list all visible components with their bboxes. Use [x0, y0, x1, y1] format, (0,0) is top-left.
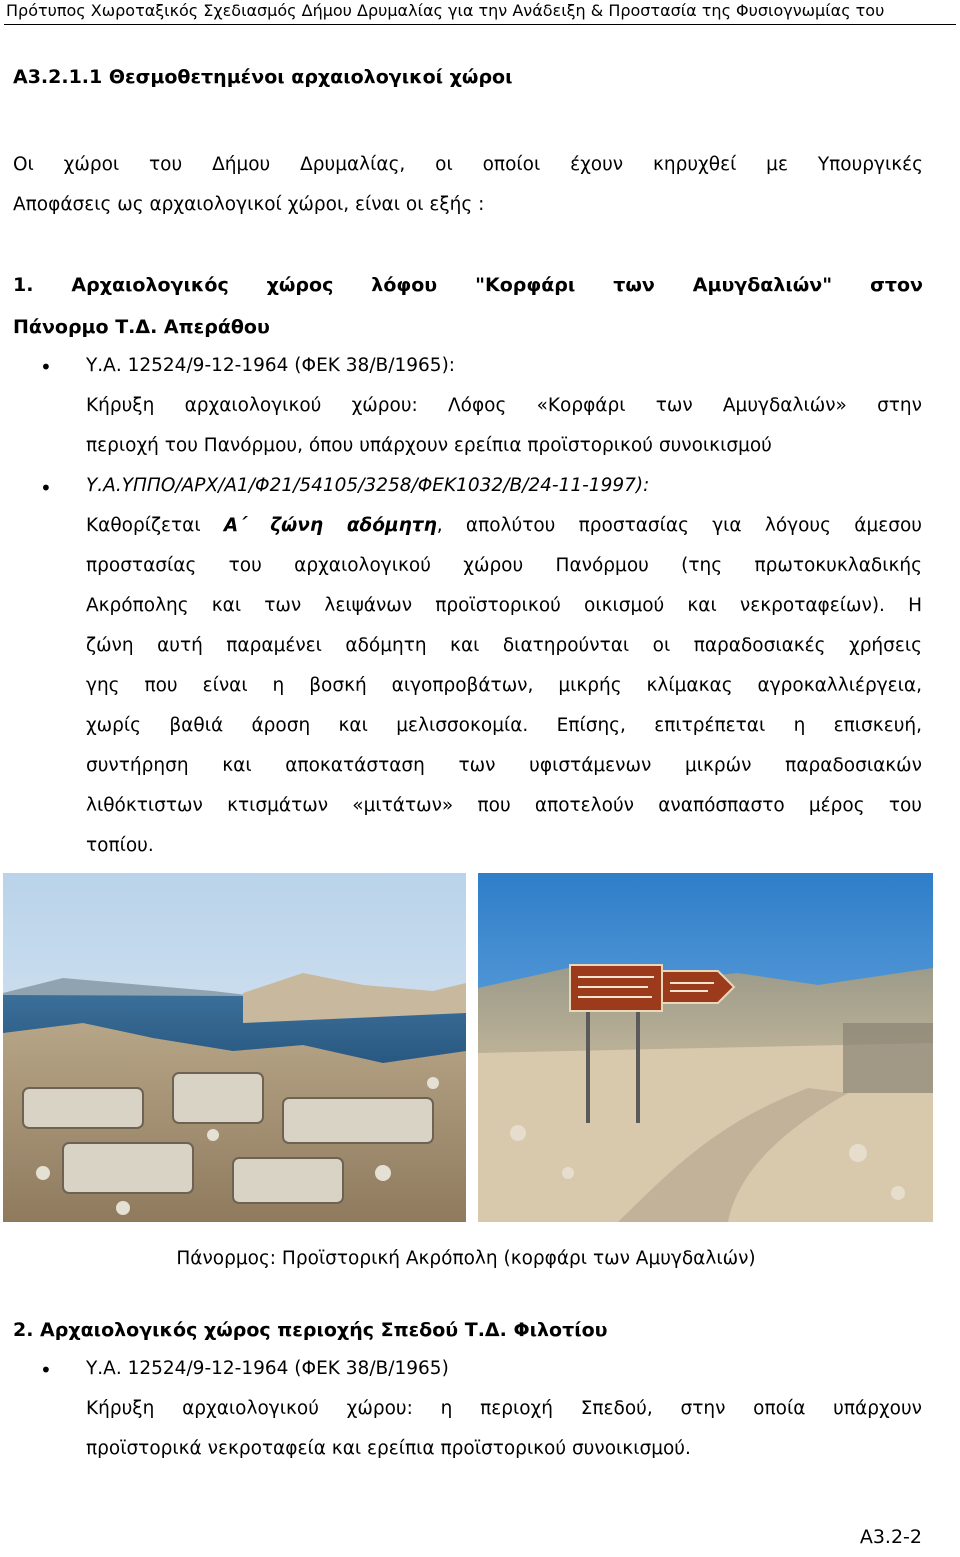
bullet-text-line: τοπίου. — [86, 835, 154, 856]
bullet-text-line: ζώνη αυτή παραμένει αδόμητη και διατηρούνται οι παραδοσιακές χρήσεις — [86, 635, 922, 656]
document-title: Πρότυπος Χωροταξικός Σχεδιασμός Δήμου Δρυμαλίας για την Ανάδειξη & Προστασία της Φυσιογνωμίας του — [6, 1, 885, 20]
decision-reference: Υ.Α. 12524/9-12-1964 (ΦΕΚ 38/Β/1965): — [86, 355, 456, 376]
bullet-dot: • — [40, 355, 52, 379]
bullet-dot: • — [40, 1358, 52, 1382]
bullet-text-line: προστασίας του αρχαιολογικού χώρου Πανόρμου (της πρωτοκυκλαδικής — [86, 555, 922, 576]
item1-bullet1 — [86, 346, 922, 466]
ruins-landscape-image — [3, 873, 466, 1222]
item2-heading: 2. Αρχαιολογικός χώρος περιοχής Σπεδού Τ.Δ. Φιλοτίου — [13, 1319, 608, 1341]
bullet-text-line: χωρίς βαθιά άροση και μελισσοκομία. Επίσης, επιτρέπεται η επισκευή, — [86, 715, 922, 736]
item1-title-line: 1. Αρχαιολογικός χώρος λόφου "Κορφάρι των Αμυγδαλιών" στον — [13, 274, 923, 296]
bullet-text-line: περιοχή του Πανόρμου, όπου υπάρχουν ερείπια προϊστορικού συνοικισμού — [86, 435, 772, 456]
bullet-text-line: γης που είναι η βοσκή αιγοπροβάτων, μικρής κλίμακας αγροκαλλιέργεια, — [86, 675, 922, 696]
section-heading: Α3.2.1.1 Θεσμοθετημένοι αρχαιολογικοί χώροι — [13, 66, 513, 88]
running-header — [0, 0, 960, 30]
bullet-text-line: Κήρυξη αρχαιολογικού χώρου: Λόφος «Κορφάρι των Αμυγδαλιών» στην — [86, 395, 922, 416]
bullet-text-line: Ακρόπολης και των λειψάνων προϊστορικού οικισμού και νεκροταφείων). Η — [86, 595, 922, 616]
header-divider — [4, 24, 956, 25]
bullet-dot: • — [40, 476, 52, 500]
decision-reference: Υ.Α. 12524/9-12-1964 (ΦΕΚ 38/Β/1965) — [86, 1358, 449, 1379]
text-run: , απολύτου προστασίας για λόγους άμεσου — [436, 515, 922, 536]
item1-bullet2 — [86, 466, 922, 866]
bullet-text-line — [86, 506, 922, 546]
bullet-text-line: συντήρηση και αποκατάσταση των υφιστάμενων μικρών παραδοσιακών — [86, 755, 922, 776]
intro-line: Αποφάσεις ως αρχαιολογικοί χώροι, είναι οι εξής : — [13, 194, 485, 215]
photo-path-sign — [478, 873, 933, 1222]
zone-emphasis: Α΄ ζώνη αδόμητη — [223, 515, 437, 536]
item2-bullet1 — [86, 1349, 922, 1469]
intro-line: Οι χώροι του Δήμου Δρυμαλίας, οι οποίοι έχουν κηρυχθεί με Υπουργικές — [13, 154, 923, 175]
bullet-text-line: Κήρυξη αρχαιολογικού χώρου: η περιοχή Σπεδού, στην οποία υπάρχουν — [86, 1398, 922, 1419]
bullet-text-line: λιθόκτιστων κτισμάτων «μιτάτων» που αποτελούν αναπόσπαστο μέρος του — [86, 795, 922, 816]
page-number: Α3.2-2 — [859, 1526, 922, 1548]
photo-caption: Πάνορμος: Προϊστορική Ακρόπολη (κορφάρι των Αμυγδαλιών) — [176, 1248, 756, 1269]
bullet-text-line: προϊστορικά νεκροταφεία και ερείπια προϊστορικού συνοικισμού. — [86, 1438, 691, 1459]
photo-acropolis-ruins — [3, 873, 466, 1222]
intro-paragraph — [13, 145, 923, 225]
decision-reference: Υ.Α.ΥΠΠΟ/ΑΡΧ/Α1/Φ21/54105/3258/ΦΕΚ1032/Β/24-11-1997): — [86, 475, 650, 496]
item1-title-line: Πάνορμο Τ.Δ. Απεράθου — [13, 316, 270, 338]
path-signpost-image — [478, 873, 933, 1222]
text-run: Καθορίζεται — [86, 515, 224, 536]
item1-heading — [13, 264, 923, 348]
